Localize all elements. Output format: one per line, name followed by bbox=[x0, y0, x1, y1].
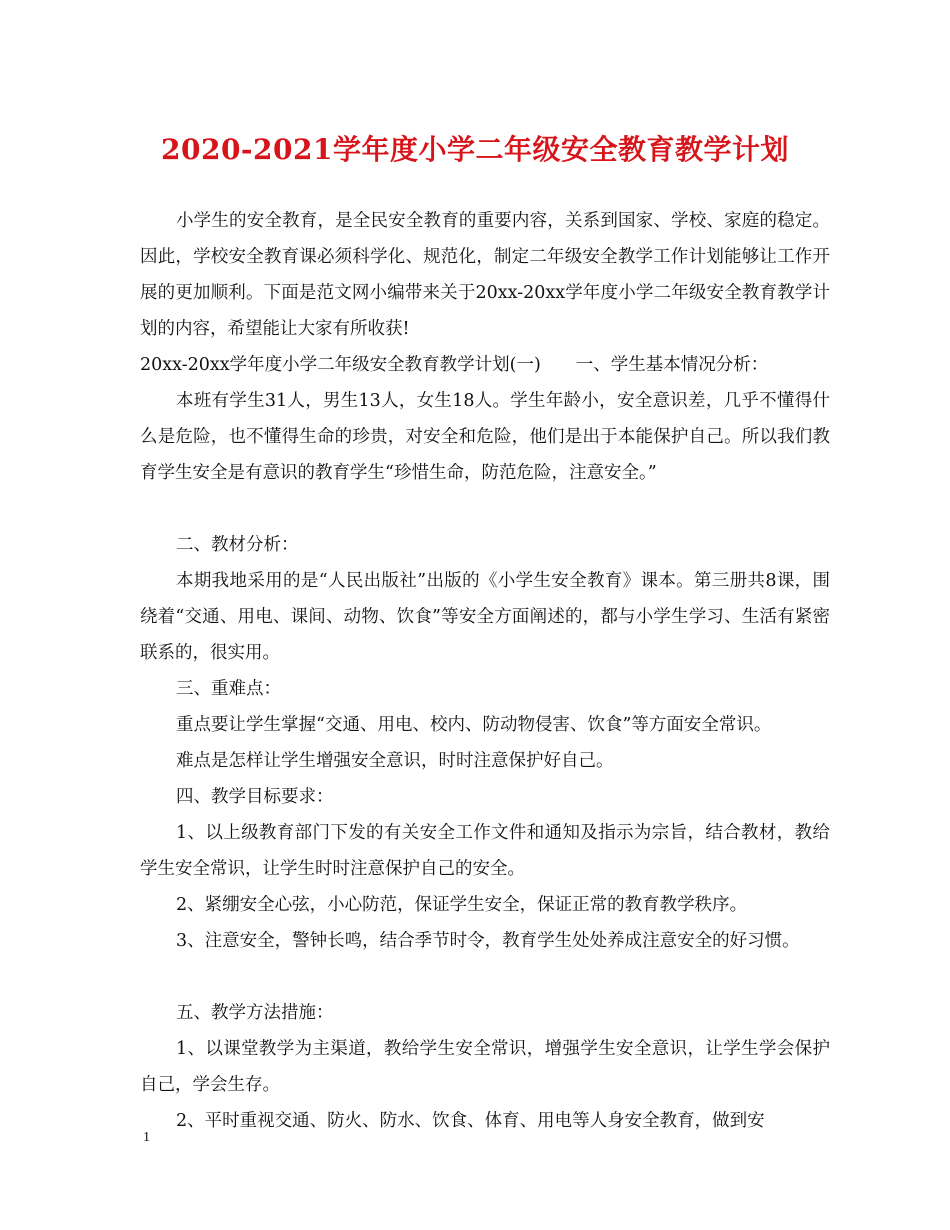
difficulty-paragraph: 难点是怎样让学生增强安全意识，时时注意保护好自己。 bbox=[176, 751, 614, 771]
method-item-1: 1、以课堂教学为主渠道，教给学生安全常识，增强学生安全意识，让学生学会保护自己，学会生存。 bbox=[140, 1039, 830, 1095]
intro-paragraph: 小学生的安全教育，是全民安全教育的重要内容，关系到国家、学校、家庭的稳定。因此，学校安全教育课必须科学化、规范化，制定二年级安全教学工作计划能够让工作开展的更加顺利。下面是范文网小编带来关于20xx-20xx学年度小学二年级安全教育教学计划的内容，希望能让大家有所收获! bbox=[140, 211, 830, 339]
goal-item-2: 2、紧绷安全心弦，小心防范，保证学生安全，保证正常的教育教学秩序。 bbox=[176, 895, 748, 915]
key-point-paragraph: 重点要让学生掌握“交通、用电、校内、防动物侵害、饮食”等方面安全常识。 bbox=[176, 715, 772, 735]
page-number: 1 bbox=[143, 1130, 150, 1145]
goal-item-1: 1、以上级教育部门下发的有关安全工作文件和通知及指示为宗旨，结合教材，教给学生安全常识，让学生时时注意保护自己的安全。 bbox=[140, 823, 830, 879]
plan-heading-line: 20xx-20xx学年度小学二年级安全教育教学计划(一) 一、学生基本情况分析： bbox=[140, 355, 769, 375]
section-heading-methods: 五、教学方法措施： bbox=[176, 1003, 334, 1023]
document-title: 2020-2021学年度小学二年级安全教育教学计划 bbox=[161, 133, 789, 166]
materials-paragraph: 本期我地采用的是“人民出版社”出版的《小学生安全教育》课本。第三册共8课，围绕着“交通、用电、课间、动物、饮食”等安全方面阐述的，都与小学生学习、生活有紧密联系的，很实用。 bbox=[140, 571, 830, 663]
method-item-2: 2、平时重视交通、防火、防水、饮食、体育、用电等人身安全教育，做到安 bbox=[176, 1111, 765, 1131]
section-heading-key-points: 三、重难点： bbox=[176, 679, 281, 699]
section-heading-goals: 四、教学目标要求： bbox=[176, 787, 334, 807]
student-situation-paragraph: 本班有学生31人，男生13人，女生18人。学生年龄小，安全意识差，几乎不懂得什么是危险，也不懂得生命的珍贵，对安全和危险，他们是出于本能保护自己。所以我们教育学生安全是有意识的教育学生“珍惜生命，防范危险，注意安全。” bbox=[140, 391, 830, 483]
goal-item-3: 3、注意安全，警钟长鸣，结合季节时令，教育学生处处养成注意安全的好习惯。 bbox=[176, 931, 800, 951]
section-heading-materials: 二、教材分析： bbox=[176, 535, 299, 555]
